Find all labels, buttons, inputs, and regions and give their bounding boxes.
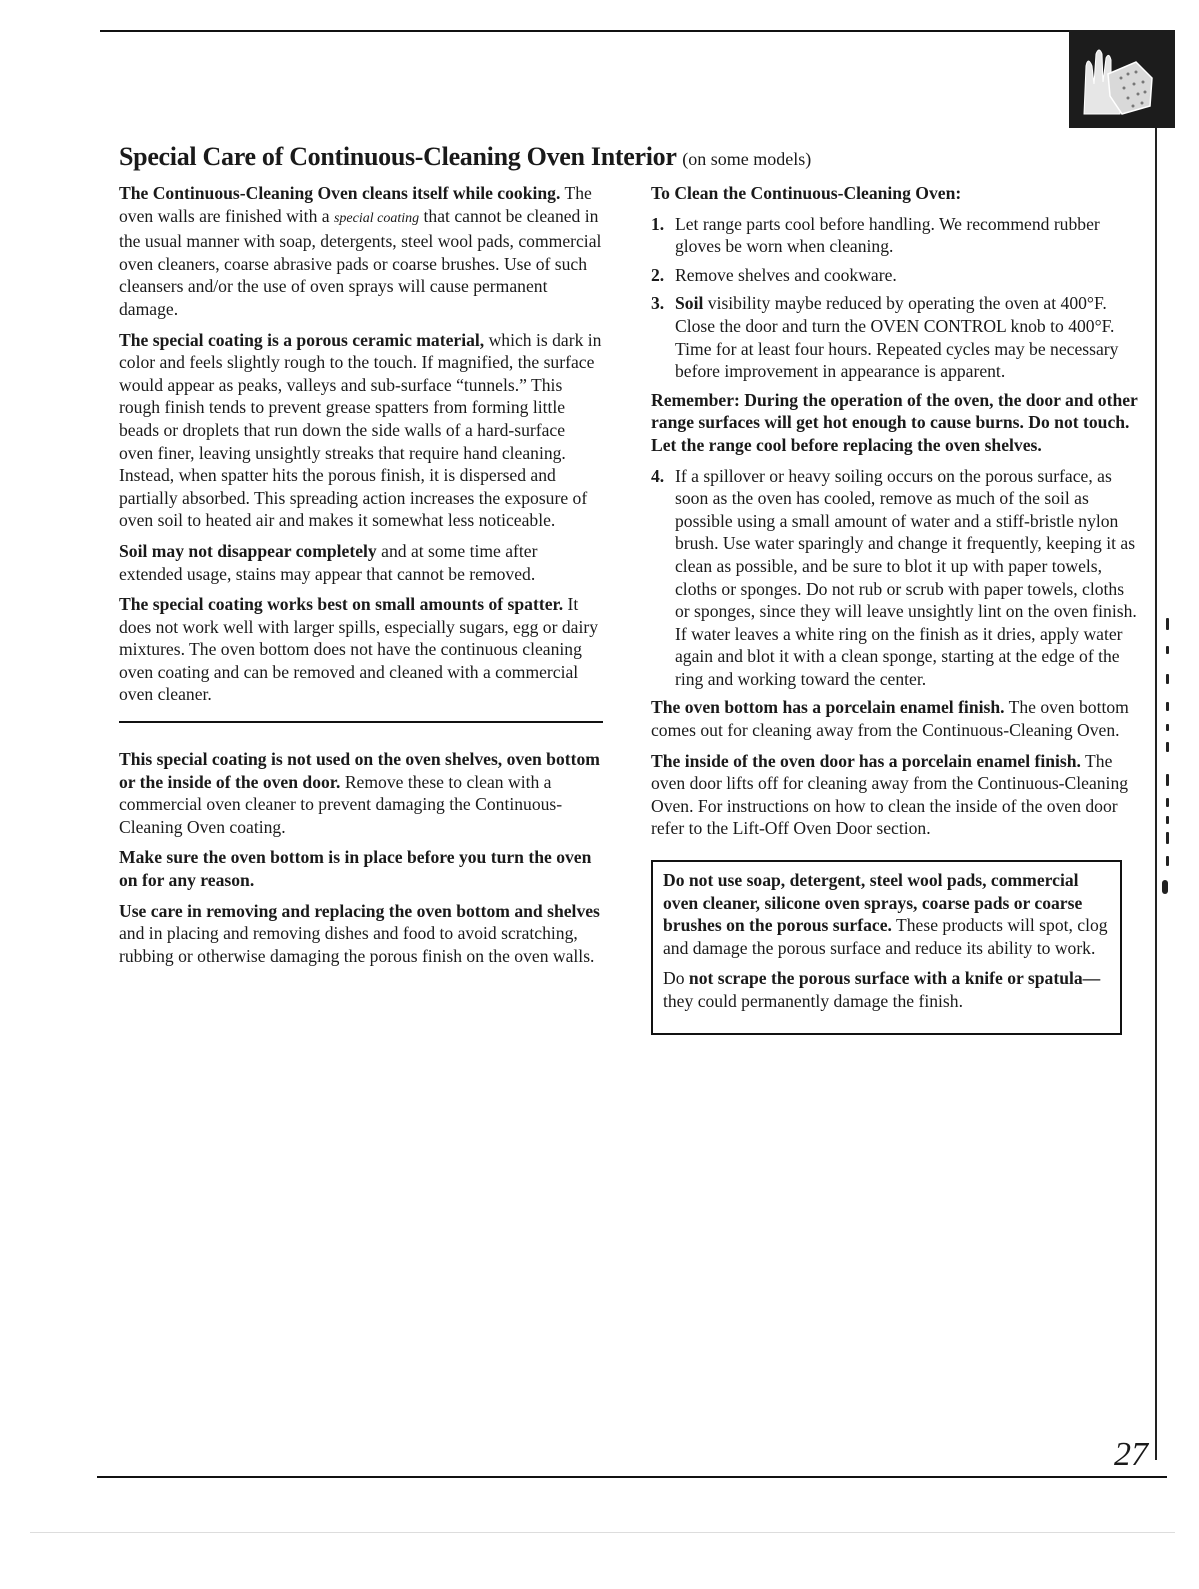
steps-list-continued [651, 465, 1139, 691]
paragraph-porous-ceramic [119, 329, 603, 532]
caution-lead: Do not use soap, detergent, steel wool pads, commercial oven cleaner, silicone oven sprays, coarse pads or coarse brushes on the porous surface. [663, 870, 1083, 936]
step-text: Remove shelves and cookware. [675, 264, 897, 285]
right-column [651, 182, 1139, 1035]
step-item [651, 213, 1139, 258]
p4-text: It does not work well with larger spills, especially sugars, egg or dairy mixtures. The oven bottom does not have the continuous cleaning oven coating and can be removed and cleaned with a commercial oven cleaner. [119, 594, 599, 705]
step-number: 3. [651, 293, 665, 314]
step-item [651, 264, 1139, 287]
top-rule [100, 30, 1175, 32]
step-number: 2. [651, 264, 665, 285]
caution-text: These products will spot, clog and damage the porous surface and reduce its ability to work. [663, 915, 1108, 958]
p3-lead: Soil may not disappear completely [119, 540, 377, 561]
title-sub: (on some models) [682, 149, 812, 169]
step-item [651, 292, 1139, 382]
p4-lead: The special coating works best on small amounts of spatter. [119, 594, 564, 615]
caution-paragraph-1 [663, 869, 1110, 959]
step-number: 4. [651, 465, 665, 486]
paragraph-soil [119, 540, 603, 585]
oven-door-text: The oven door lifts off for cleaning away from the Continuous-Cleaning Oven. For instructions on how to clean the inside of the oven door refer to the Lift-Off Oven Door section. [651, 750, 1129, 839]
paragraph-oven-door [651, 750, 1139, 840]
bottom-rule [97, 1476, 1167, 1478]
p3-text: and at some time after extended usage, stains may appear that cannot be removed. [119, 540, 538, 584]
caution-do: Do [663, 968, 685, 989]
edge-marks [1160, 618, 1178, 908]
caution-scrape-lead: not scrape the porous surface with a knife or spatula— [688, 968, 1101, 989]
p5-text: Remove these to clean with a commercial oven cleaner to prevent damaging the Continuous-Cleaning Oven coating. [119, 771, 563, 837]
p1-italic: special coating [333, 210, 420, 226]
caution-paragraph-2 [663, 967, 1110, 1012]
page-title [119, 141, 1079, 175]
caution-box [651, 860, 1122, 1035]
oven-bottom-lead: The oven bottom has a porcelain enamel finish. [651, 697, 1005, 718]
oven-door-lead: The inside of the oven door has a porcelain enamel finish. [651, 750, 1081, 771]
paragraph-self-cleaning [119, 182, 603, 321]
steps-list [651, 213, 1139, 383]
paragraph-not-used [119, 748, 603, 838]
step-bold: Soil [675, 293, 704, 314]
p7-text: and in placing and removing dishes and food to avoid scratching, rubbing or otherwise damaging the porous finish on the oven walls. [119, 923, 595, 966]
column-divider [119, 721, 603, 723]
p2-lead: The special coating is a porous ceramic material, [119, 329, 485, 350]
p2-text: which is dark in color and feels slightly rough to the touch. If magnified, the surface would appear as peaks, valleys and sub-surface “tunnels.” This rough finish tends to prevent grease spatters from forming little beads or droplets that run down the side walls of a hard-surface oven finer, leaving unsightly streaks that require hand cleaning. Instead, when spatter hits the porous finish, it is dispersed and partially absorbed. This spreading action increases the exposure of oven soil to heated air and makes it somewhat less noticeable. [119, 329, 602, 531]
p6-lead: Make sure the oven bottom is in place before you turn the oven on for any reason. [119, 847, 592, 891]
title-main: Special Care of Continuous-Cleaning Oven Interior [119, 142, 677, 171]
p5-lead: This special coating is not used on the oven shelves, oven bottom or the inside of the oven door. [119, 749, 600, 792]
left-column [119, 182, 603, 975]
paragraph-oven-bottom [651, 696, 1139, 741]
remember-warning [651, 389, 1139, 457]
caution-scrape-text: they could permanently damage the finish. [663, 991, 963, 1011]
paragraph-bottom-in-place [119, 846, 603, 891]
steps-heading-text: To Clean the Continuous-Cleaning Oven: [651, 183, 962, 203]
step-text: If a spillover or heavy soiling occurs on the porous surface, as soon as the oven has cooled, remove as much of the soil as possible using a small amount of water and a stiff-bristle nylon brush. Use water sparingly and change it frequently, keeping it as clean as possible, and be sure to blot it up with paper towels, cloths or sponges. Do not rub or scrub with paper towels, cloths or sponges, since they will leave unsightly lint on the oven finish. If water leaves a white ring on the finish as it dries, apply water again and blot it with a clean sponge, starting at the edge of the ring and working toward the center. [675, 465, 1137, 689]
step-text: visibility maybe reduced by operating the oven at 400°F. Close the door and turn the OVEN CONTROL knob to 400°F. Time for at least four hours. Repeated cycles may be necessary before improvement in appearance is apparent. [675, 293, 1119, 382]
step-item [651, 465, 1139, 691]
scan-edge-line [30, 1532, 1175, 1533]
oven-bottom-text: The oven bottom comes out for cleaning away from the Continuous-Cleaning Oven. [651, 697, 1129, 741]
step-number: 1. [651, 213, 665, 234]
steps-heading [651, 182, 1139, 205]
paragraph-use-care [119, 900, 603, 968]
paragraph-small-amounts [119, 593, 603, 706]
page-number: 27 [1114, 1436, 1148, 1473]
p7-lead: Use care in removing and replacing the oven bottom and shelves [119, 900, 600, 921]
p1-lead: The Continuous-Cleaning Oven cleans itself while cooking. [119, 183, 561, 203]
remember-text: Remember: During the operation of the oven, the door and other range surfaces will get hot enough to cause burns. Do not touch. Let the range cool before replacing the oven shelves. [651, 389, 1138, 455]
p1-text-b: that cannot be cleaned in the usual manner with soap, detergents, steel wool pads, commercial oven cleaners, coarse abrasive pads or coarse brushes. Use of such cleansers and/or the use of oven sprays will cause permanent damage. [119, 205, 602, 319]
step-text: Let range parts cool before handling. We recommend rubber gloves be worn when cleaning. [675, 213, 1100, 257]
right-margin-rule [1155, 30, 1157, 1460]
p1-text-a: The oven walls are finished with a [119, 183, 592, 226]
sponge-hand-icon [1076, 44, 1154, 118]
